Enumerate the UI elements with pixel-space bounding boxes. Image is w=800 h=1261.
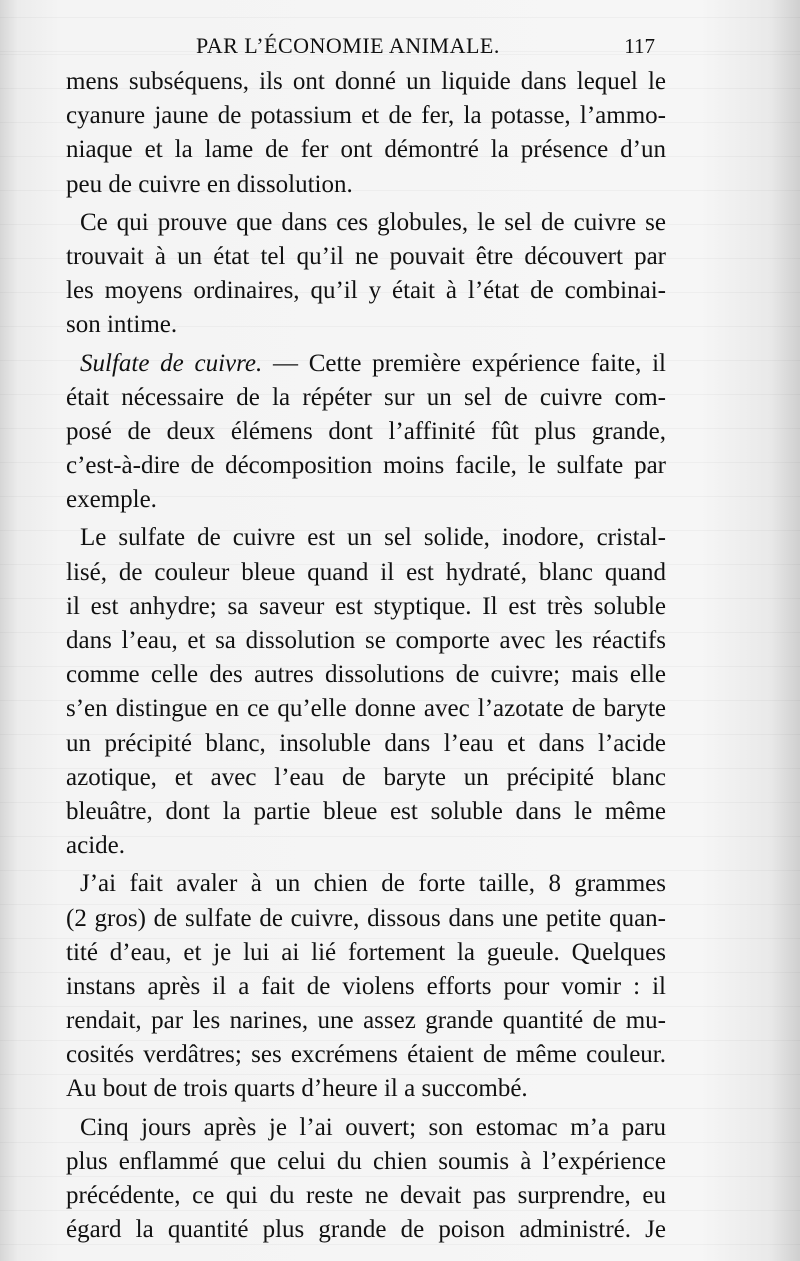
text-line: Le sulfate de cuivre est un sel solide, inodore, cristal- (80, 524, 666, 552)
text-line: cyanure jaune de potassium et de fer, la potasse, l’ammo- (66, 102, 666, 130)
text-line: J’ai fait avaler à un chien de forte taille, 8 grammes (80, 870, 666, 898)
page-header (0, 33, 800, 63)
paragraph (66, 1111, 666, 1248)
text-line: Cinq jours après je l’ai ouvert; son estomac m’a paru (80, 1113, 666, 1141)
text-line-rest: — Cette première expérience faite, il (262, 349, 666, 377)
text-line: égard la quantité plus grande de poison administré. Je (66, 1216, 666, 1244)
text-line: c’est-à-dire de décomposition moins facile, le sulfate par (66, 452, 666, 480)
text-line: cosités verdâtres; ses excrémens étaient de même couleur. (66, 1041, 666, 1069)
text-line: exemple. (66, 486, 157, 514)
text-line: azotique, et avec l’eau de baryte un précipité blanc (66, 763, 666, 791)
text-line: précédente, ce qui du reste ne devait pas surprendre, eu (66, 1182, 666, 1209)
text-line: instans après il a fait de violens efforts pour vomir : il (66, 972, 666, 1000)
body-text (66, 65, 666, 1247)
running-title: PAR L’ÉCONOMIE ANIMALE. (196, 33, 500, 58)
paragraph (66, 347, 666, 518)
text-line: tité d’eau, et je lui ai lié fortement la gueule. Quelques (66, 938, 666, 966)
text-line: un précipité blanc, insoluble dans l’eau et dans l’acide (66, 729, 666, 757)
text-line: s’en distingue en ce qu’elle donne avec l’azotate de baryte (66, 695, 666, 723)
paragraph (66, 867, 666, 1106)
text-line: bleuâtre, dont la partie bleue est soluble dans le même (66, 797, 666, 825)
paragraph (66, 206, 666, 343)
text-line: comme celle des autres dissolutions de cuivre; mais elle (66, 661, 666, 689)
text-line: les moyens ordinaires, qu’il y était à l’état de combinai- (66, 277, 666, 305)
text-line: plus enflammé que celui du chien soumis à l’expérience (66, 1147, 666, 1175)
text-line: peu de cuivre en dissolution. (66, 170, 353, 198)
text-line: (2 gros) de sulfate de cuivre, dissous dans une petite quan- (66, 904, 666, 932)
text-line: son intime. (66, 311, 178, 339)
text-line: était nécessaire de la répéter sur un sel de cuivre com- (66, 383, 666, 411)
section-title: Sulfate de cuivre. (80, 349, 263, 377)
text-line: posé de deux élémens dont l’affinité fût plus grande, (66, 417, 666, 445)
page-number: 117 (624, 34, 655, 58)
text-line: rendait, par les narines, une assez grande quantité de mu- (66, 1007, 666, 1035)
text-line: Au bout de trois quarts d’heure il a succombé. (66, 1075, 528, 1103)
paragraph (66, 65, 666, 202)
text-line: niaque et la lame de fer ont démontré la présence d’un (66, 136, 666, 164)
text-line (66, 347, 666, 381)
text-line: dans l’eau, et sa dissolution se comporte avec les réactifs (66, 627, 666, 654)
text-line: Ce qui prouve que dans ces globules, le sel de cuivre se (80, 208, 666, 236)
text-line: trouvait à un état tel qu’il ne pouvait être découvert par (66, 242, 666, 270)
text-line: il est anhydre; sa saveur est styptique. Il est très soluble (66, 592, 666, 620)
text-line: acide. (66, 832, 125, 860)
text-line: lisé, de couleur bleue quand il est hydraté, blanc quand (66, 558, 666, 586)
text-line: mens subséquens, ils ont donné un liquide dans lequel le (66, 68, 666, 95)
paragraph (66, 521, 666, 863)
